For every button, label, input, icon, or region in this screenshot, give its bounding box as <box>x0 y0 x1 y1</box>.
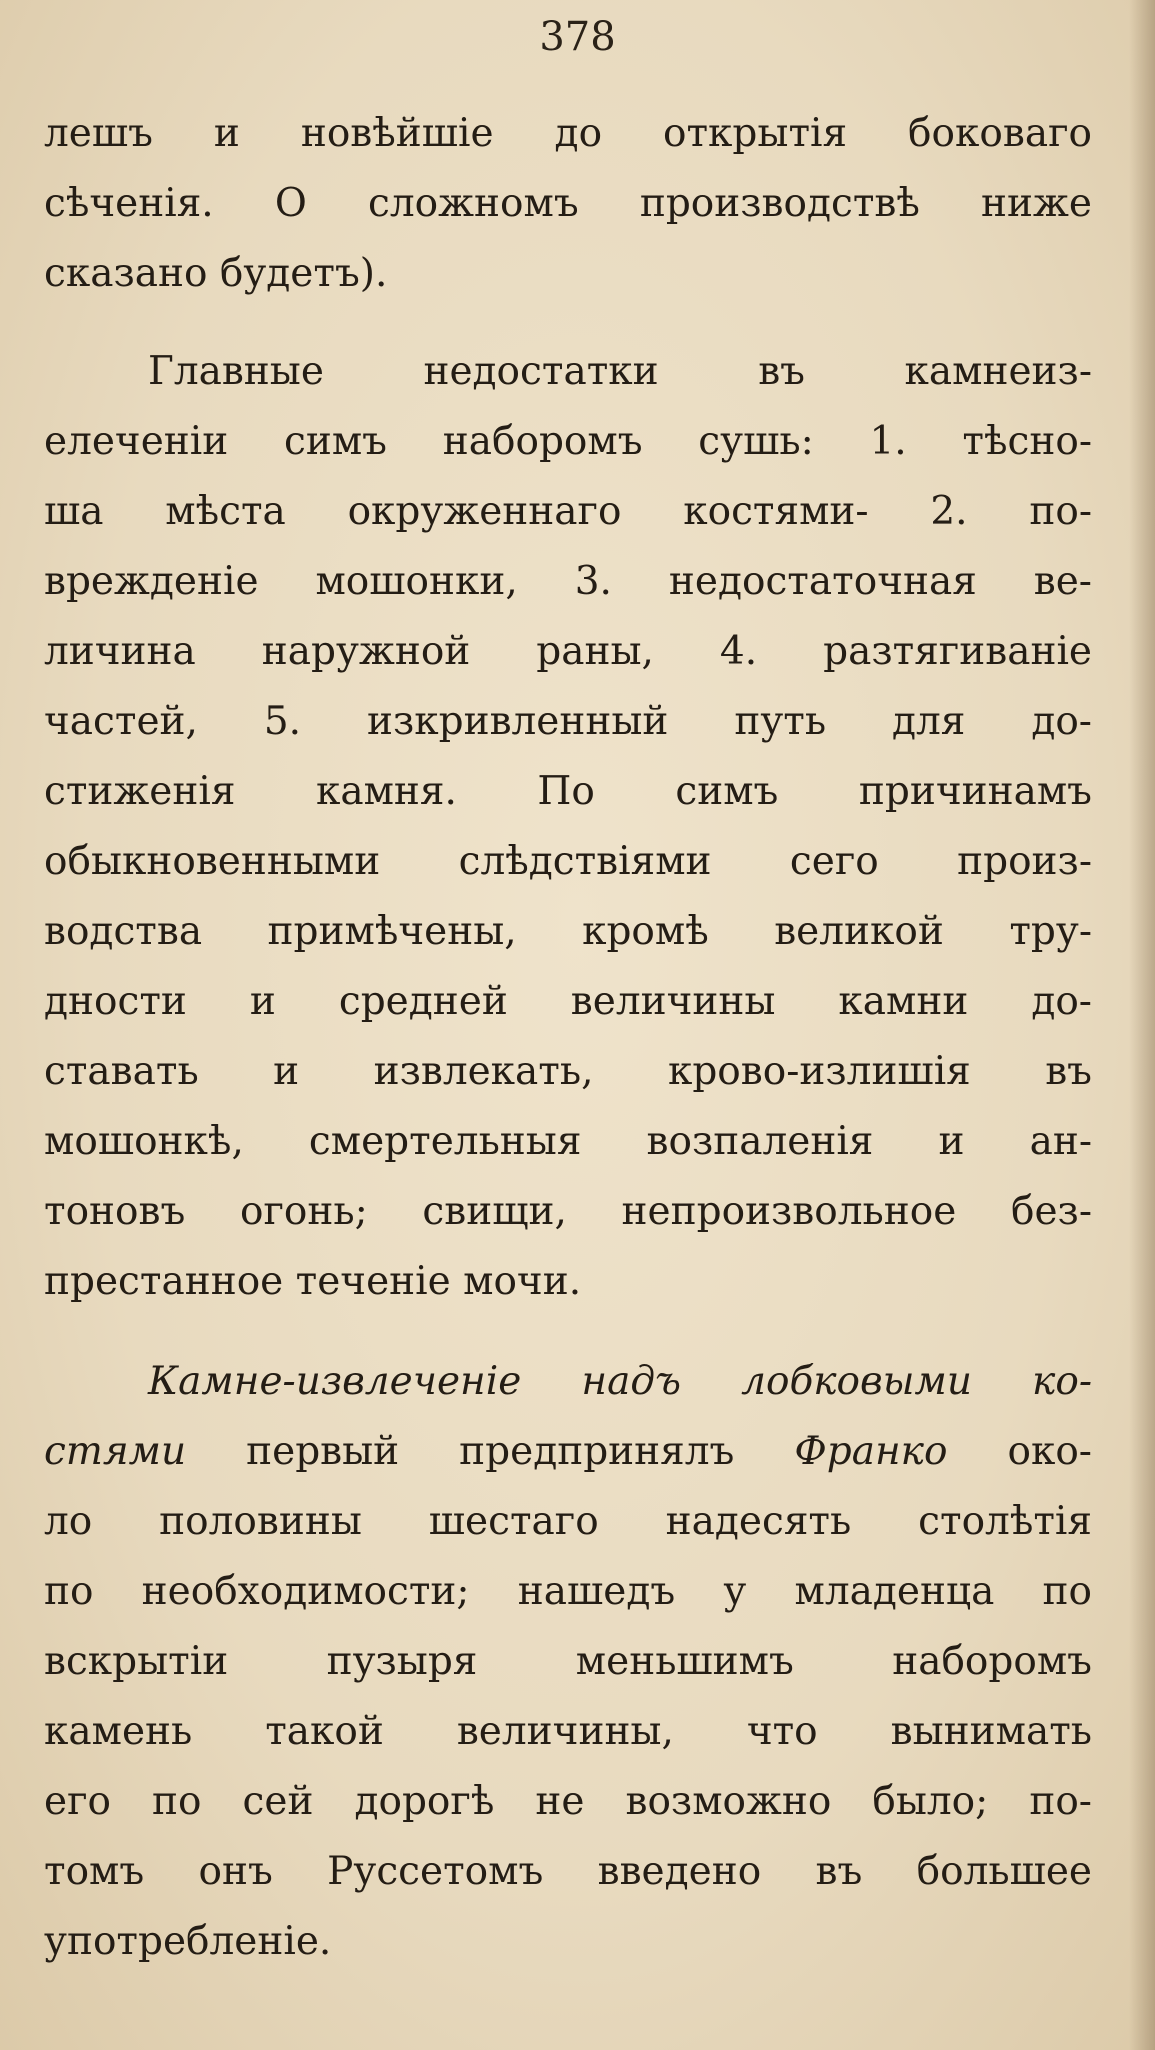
text-line: камень такой величины, что вынимать <box>44 1709 1092 1754</box>
text-run: око- <box>947 1429 1092 1474</box>
page-edge-shadow <box>1129 0 1155 2050</box>
text-line: ша мѣста окруженнаго костями- 2. по- <box>44 489 1092 534</box>
text-run: первый предпринялъ <box>186 1429 795 1474</box>
text-line: мошонкѣ, смертельныя возпаленія и ан- <box>44 1119 1092 1164</box>
text-line: обыкновенными слѣдствіями сего произ- <box>44 839 1092 884</box>
text-line: томъ онъ Руссетомъ введено въ большее <box>44 1849 1092 1894</box>
text-line: ставать и извлекать, крово-излишія въ <box>44 1049 1092 1094</box>
text-line: личина наружной раны, 4. разтягиваніе <box>44 629 1092 674</box>
text-line: водства примѣчены, кромѣ великой тру- <box>44 909 1092 954</box>
text-line: вскрытіи пузыря меньшимъ наборомъ <box>44 1639 1092 1684</box>
text-line: частей, 5. изкривленный путь для до- <box>44 699 1092 744</box>
italic-text: стями <box>44 1429 187 1474</box>
text-line: елеченіи симъ наборомъ сушь: 1. тѣсно- <box>44 419 1092 464</box>
text-line: лешъ и новѣйшіе до открытія боковаго <box>44 111 1092 156</box>
text-line: врежденіе мошонки, 3. недостаточная ве- <box>44 559 1092 604</box>
text-line: тоновъ огонь; свищи, непроизвольное без- <box>44 1189 1092 1234</box>
text-line: употребленіе. <box>44 1919 332 1964</box>
text-line: ло половины шестаго надесять столѣтія <box>44 1499 1092 1544</box>
text-line: его по сей дорогѣ не возможно было; по- <box>44 1779 1092 1824</box>
text-line: стиженія камня. По симъ причинамъ <box>44 769 1092 814</box>
page-number: 378 <box>539 14 616 60</box>
text-line: сказано будетъ). <box>44 251 388 296</box>
text-line-mixed <box>44 1428 1092 1476</box>
italic-name: Франко <box>794 1429 948 1474</box>
text-line: по необходимости; нашедъ у младенца по <box>44 1569 1092 1614</box>
text-line: Главные недостатки въ камнеиз- <box>148 349 1092 394</box>
text-line: дности и средней величины камни до- <box>44 979 1092 1024</box>
text-line: престанное теченіе мочи. <box>44 1259 582 1304</box>
text-line: сѣченія. О сложномъ производствѣ ниже <box>44 181 1092 226</box>
text-line: Камне-извлеченіе надъ лобковыми ко- <box>148 1359 1092 1404</box>
